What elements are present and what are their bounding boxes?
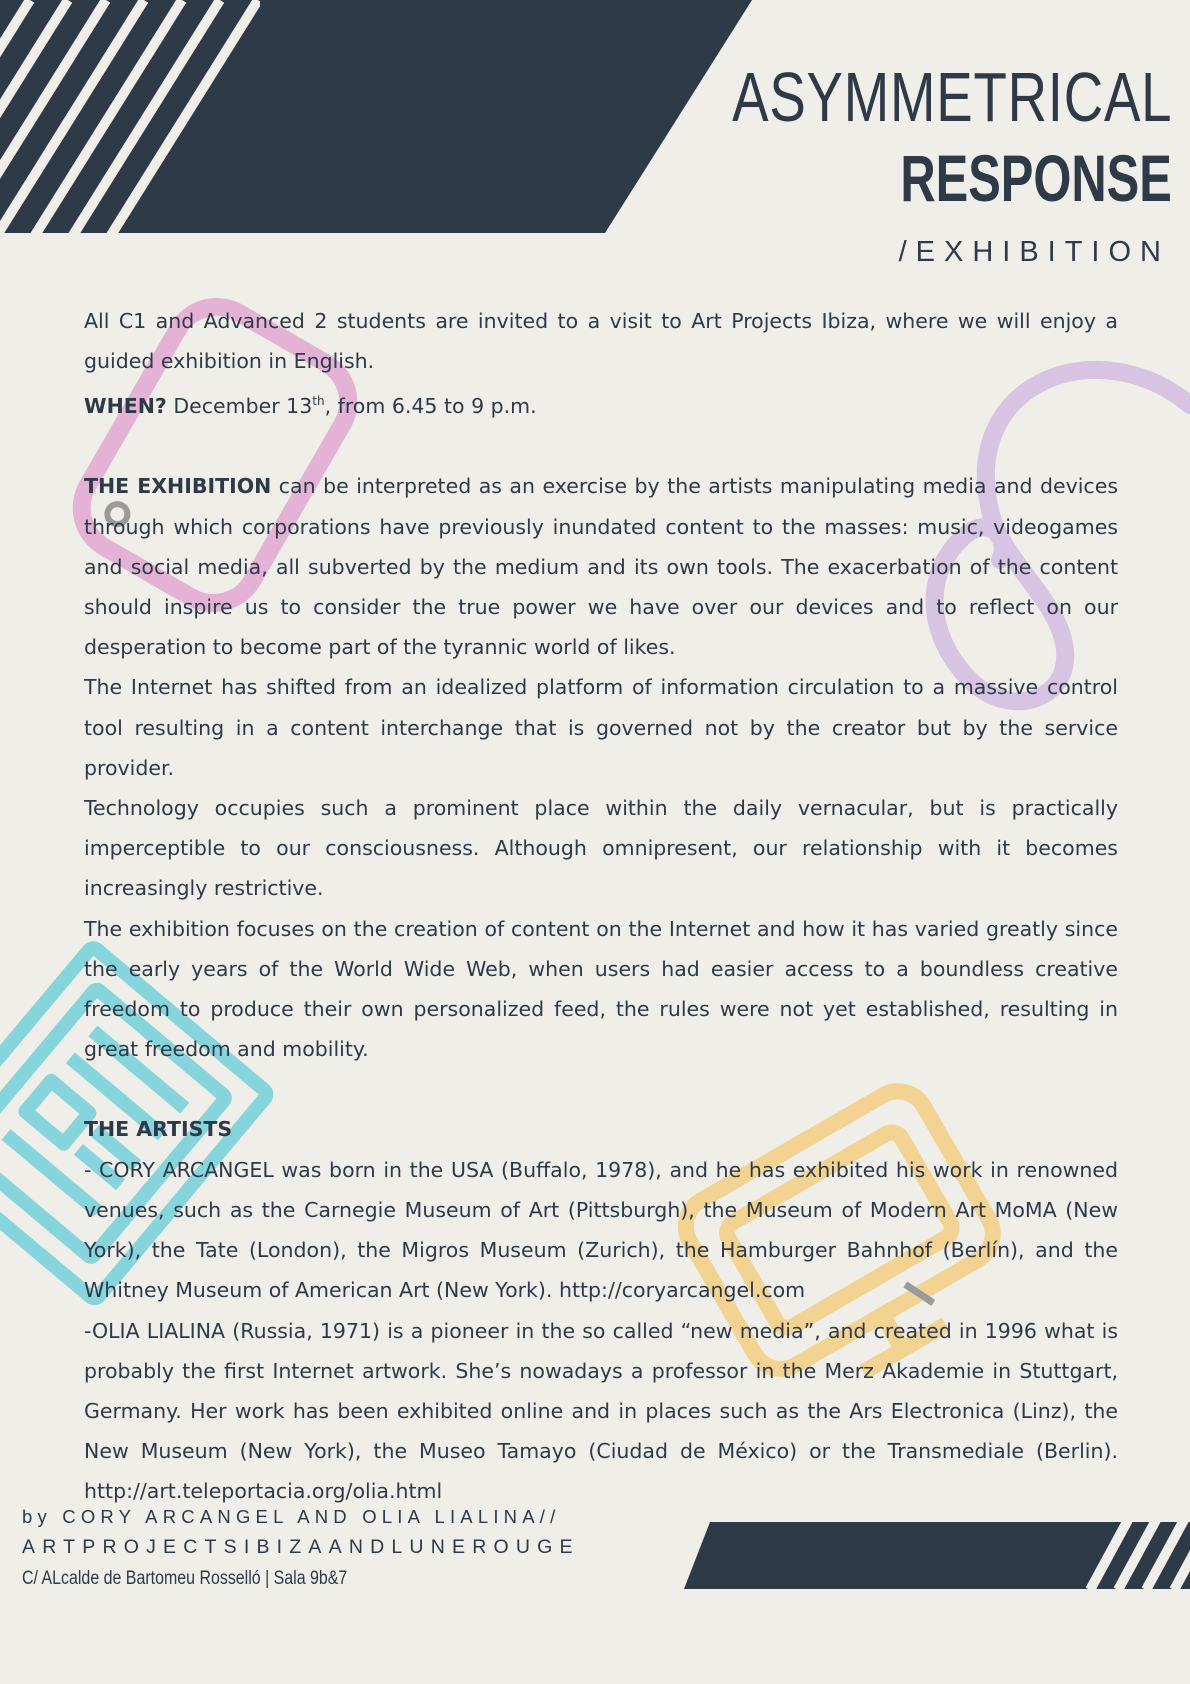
intro-paragraph: All C1 and Advanced 2 students are invited to a visit to Art Projects Ibiza, where we will enjoy a guided exhibition in English. (84, 309, 1118, 374)
artist-olia: -OLIA LIALINA (Russia, 1971) is a pioneer in the so called “new media”, and created in 1996 what is probably the first Internet artwork. She’s nowadays a professor in the Merz Akademie in Stuttgart, Germany. Her work has been exhibited online and in places such as the Ars Electronica (Linz), the New Museum (New York), the Museo Tamayo (Ciudad de México) or the Transmediale (Berlin). http://art.teleportacia.org/olia.html (84, 1318, 1118, 1504)
exhibition-paragraph-4: The exhibition focuses on the creation of content on the Internet and how it has varied greatly since the early years of the World Wide Web, when users had easier access to a boundless creative freedom to produce their own personalized feed, the rules were not yet established, resulting in great freedom and mobility. (84, 916, 1118, 1062)
artist-cory: - CORY ARCANGEL was born in the USA (Buffalo, 1978), and he has exhibited his work in renowned venues, such as the Carnegie Museum of Art (Pittsburgh), the Museum of Modern Art MoMA (New York), the Tate (London), the Migros Museum (Zurich), the Hamburger Bahnhof (Berlín), and the Whitney Museum of American Art (New York). http://coryarcangel.com (84, 1157, 1118, 1303)
artists-heading-text: THE ARTISTS (84, 1117, 233, 1142)
footer (22, 1502, 580, 1596)
spacer (84, 426, 1118, 466)
spacer (84, 1069, 1118, 1109)
exhibition-text-1: can be interpreted as an exercise by the artists manipulating media and devices through which corporations have previously inundated content to the masses: music, videogames and social media, all subverted by the medium and its own tools. The exacerbation of the content should inspire us to consider the true power we have over our devices and to reflect on our desperation to become part of the tyrannic world of likes. (84, 474, 1118, 660)
exhibition-heading: THE EXHIBITION (84, 474, 272, 499)
when-date-suffix: th (312, 394, 325, 409)
exhibition-paragraph-1 (84, 466, 1118, 667)
footer-organizers: ARTPROJECTSIBIZAANDLUNEROUGE (22, 1536, 580, 1558)
exhibition-paragraph-3: Technology occupies such a prominent place within the daily vernacular, but is practically imperceptible to our consciousness. Although omnipresent, our relationship with it becomes increasingly restrictive. (84, 796, 1118, 901)
footer-artists: by CORY ARCANGEL AND OLIA LIALINA// (22, 1506, 561, 1527)
title-exhibition: /EXHIBITION (898, 236, 1170, 268)
when-label: WHEN? (84, 394, 167, 419)
when-line (84, 381, 1118, 426)
when-date: December 13 (166, 394, 313, 419)
when-time: , from 6.45 to 9 p.m. (324, 394, 537, 419)
main-content (84, 301, 1118, 1512)
exhibition-paragraph-2: The Internet has shifted from an idealized platform of information circulation to a massive control tool resulting in a content interchange that is governed not by the creator but by the service provider. (84, 675, 1118, 780)
artists-heading (84, 1109, 1118, 1149)
title-response: RESPONSE (900, 141, 1172, 215)
title-asymmetrical: ASYMMETRICAL (731, 58, 1172, 136)
footer-address: C/ ALcalde de Bartomeu Rosselló | Sala 9b&7 (22, 1568, 348, 1589)
